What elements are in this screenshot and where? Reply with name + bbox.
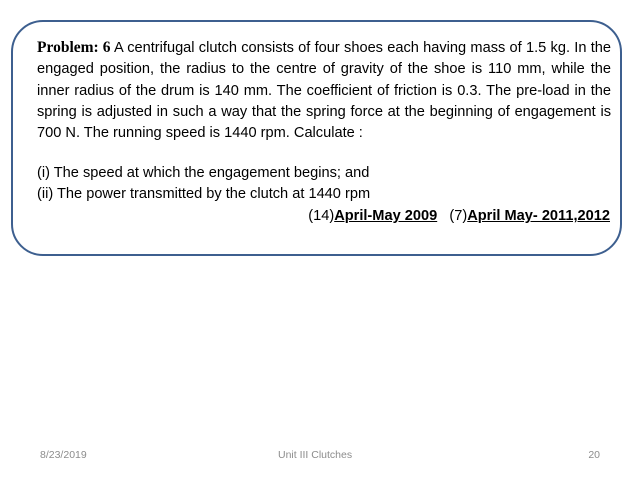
reference-date-2: April May- 2011,2012 — [467, 208, 610, 224]
problem-statement — [37, 37, 611, 144]
question-2: (ii) The power transmitted by the clutch at 1440 rpm — [37, 186, 371, 202]
reference-date-1: April-May 2009 — [334, 208, 438, 224]
reference-marks-1: (14) — [308, 208, 335, 224]
footer-page-number: 20 — [588, 449, 600, 461]
reference-marks-2: (7) — [449, 208, 468, 224]
footer-title: Unit III Clutches — [278, 449, 353, 461]
exam-references — [308, 206, 610, 227]
problem-heading: Problem: 6 — [37, 39, 111, 56]
problem-body: A centrifugal clutch consists of four shoes each having mass of 1.5 kg. In the engaged position, the radius to the centre of gravity of the shoe is 110 mm, while the inner radius of the drum is 140 mm. The coefficient of friction is 0.3. The pre-load in the spring is adjusted in such a way that the spring force at the beginning of engagement is 700 N. The running speed is 1440 rpm. Calculate : — [37, 40, 612, 142]
question-1: (i) The speed at which the engagement begins; and — [37, 165, 370, 181]
footer-date: 8/23/2019 — [40, 449, 87, 461]
